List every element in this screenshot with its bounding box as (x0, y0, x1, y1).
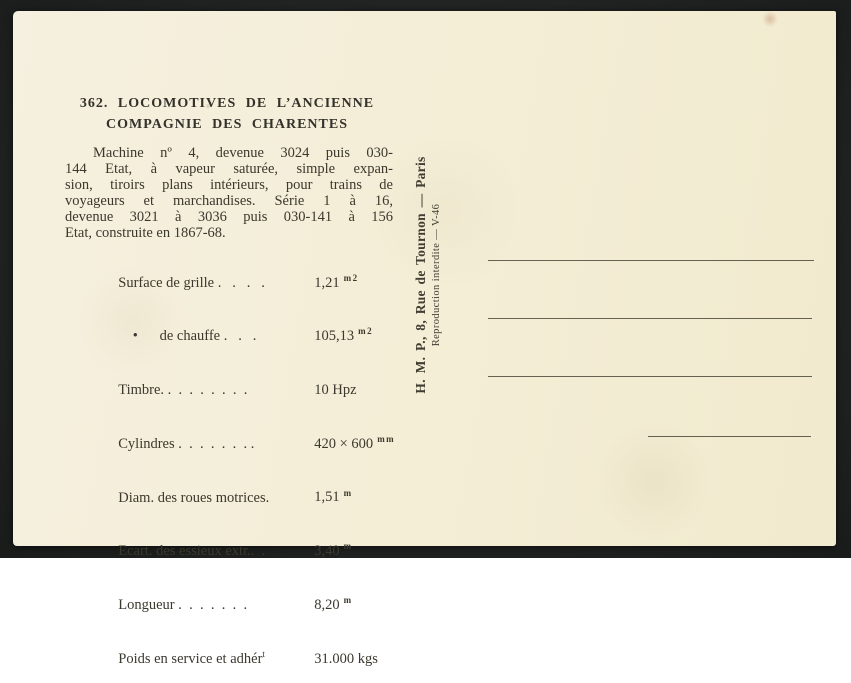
description-line: 144 Etat, à vapeur saturée, simple expan- (65, 160, 393, 177)
spec-value: 3,40 $^m$ (314, 541, 353, 560)
publisher-imprint (413, 145, 447, 405)
spec-unit: m (343, 541, 353, 552)
spec-value: 8,20 $^m$ (314, 595, 353, 613)
spec-value: 1,51 $^m$ (314, 487, 353, 506)
description-line: Machine nº 4, devenue 3024 puis 030- (93, 145, 393, 161)
spec-row (82, 522, 403, 576)
description-line: Etat, construite en 1867-68. (65, 224, 226, 241)
spec-label: Surface de grille . . . . (118, 274, 265, 291)
spec-value: 31.000 kgs (314, 650, 378, 667)
spec-value: 105,13 $^{m2}$ (314, 326, 374, 345)
postcard (13, 11, 836, 667)
address-line (488, 318, 812, 319)
spec-label: Poids en service et adhér$^t$ (118, 648, 266, 667)
spec-unit: m2 (343, 272, 359, 283)
spec-label: • de chauffe . . . (118, 328, 257, 345)
specifications-table (82, 253, 403, 683)
spec-row (82, 253, 403, 307)
spec-unit: mm (377, 433, 396, 444)
spec-label: Diam. des roues motrices. (118, 489, 270, 506)
address-line (488, 260, 814, 261)
spec-unit: m (343, 487, 353, 498)
printed-text-column (51, 93, 403, 683)
spec-row (82, 415, 403, 469)
title-line-1: 362. LOCOMOTIVES DE L’ANCIENNE (79, 96, 375, 111)
description-line: devenue 3021 à 3036 puis 030-141 à 156 (65, 208, 393, 225)
spec-unit: m (343, 595, 353, 606)
description-paragraph (65, 146, 393, 241)
address-line (648, 436, 811, 437)
spec-label: Ecart. des essieux extr.. . (118, 543, 266, 560)
spec-value: 1,21 $^{m2}$ (314, 272, 359, 291)
address-line (488, 376, 812, 377)
spec-row (82, 361, 403, 415)
publisher-notice: Reproduction interdite — V-46 (431, 203, 442, 347)
spec-label: Timbre. . . . . . . . . (118, 382, 248, 398)
spec-label: Longueur . . . . . . . (118, 596, 248, 613)
spec-row (82, 576, 403, 630)
spec-row (82, 468, 403, 522)
postcard-title (51, 93, 403, 135)
spec-label: Cylindres . . . . . . . . (118, 435, 255, 452)
publisher-address: H. M. P., 8, Rue de Tournon — Paris (413, 156, 428, 394)
spec-unit: m2 (358, 326, 374, 337)
spec-row (82, 629, 403, 683)
spec-value: 420 × 600 $^{mm}$ (314, 433, 396, 452)
title-line-2: COMPAGNIE DES CHARENTES (106, 117, 348, 132)
spec-value: 10 Hpz (314, 382, 357, 398)
description-line: sion, tiroirs plans intérieurs, pour trains de (65, 176, 393, 193)
spec-row (82, 307, 403, 361)
description-line: voyageurs et marchandises. Série 1 à 16, (65, 192, 393, 209)
